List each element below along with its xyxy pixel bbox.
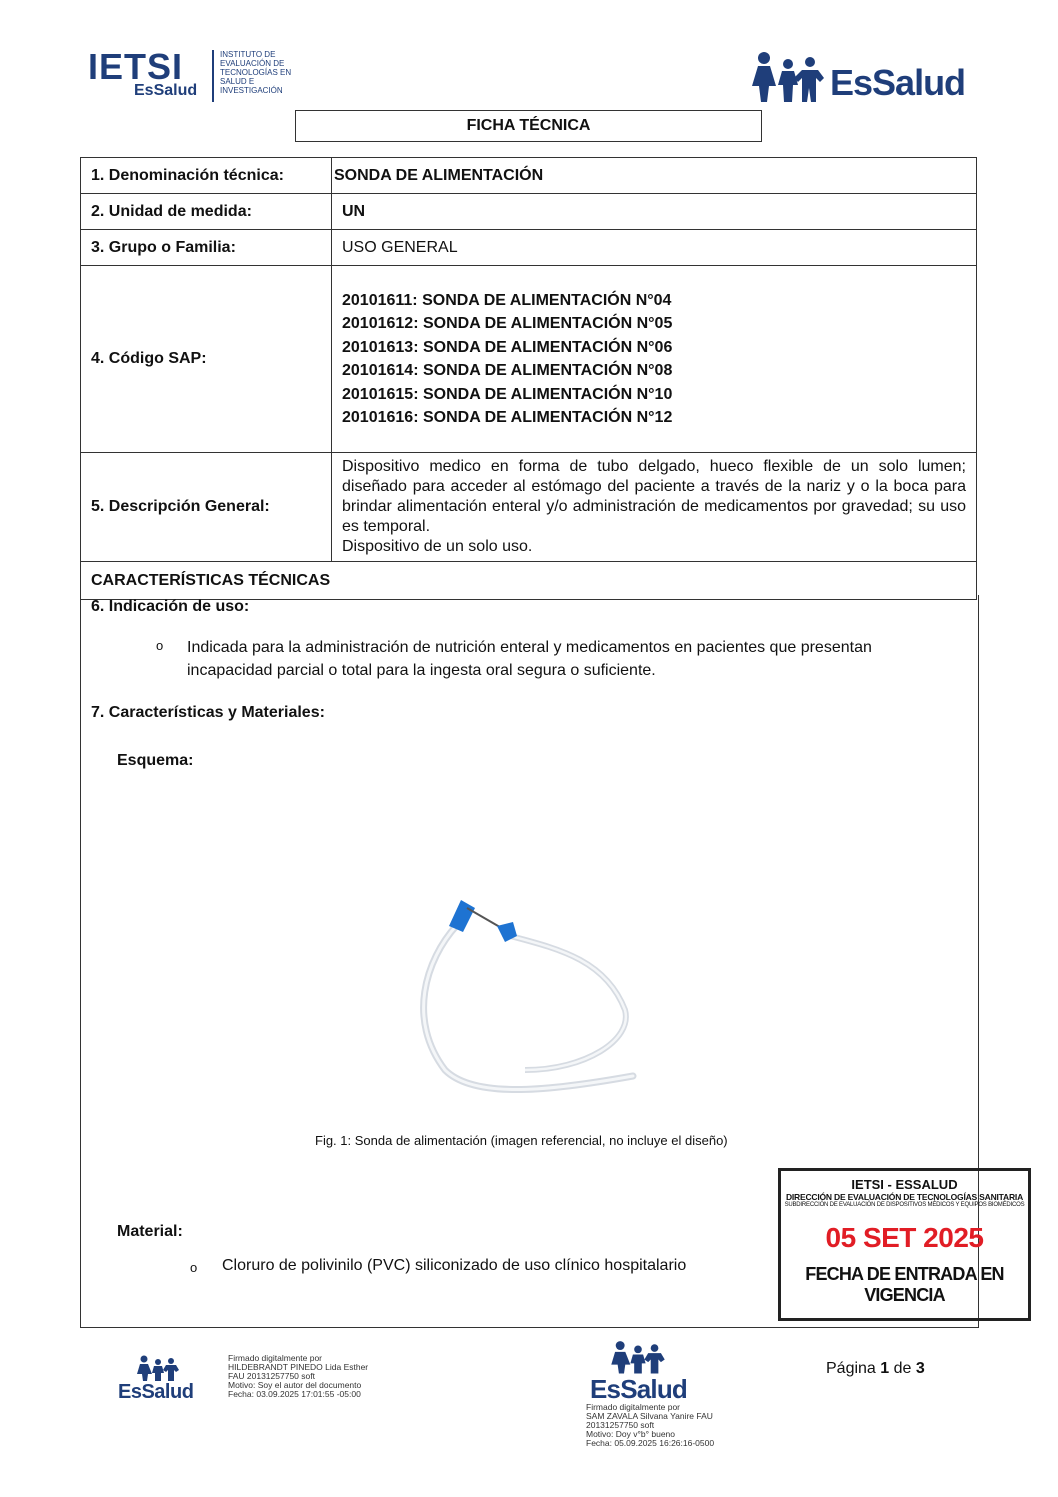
row-value-unidad: UN [332, 194, 977, 230]
figure-caption: Fig. 1: Sonda de alimentación (imagen referencial, no incluye el diseño) [315, 1133, 728, 1148]
footer-logo-text: EsSalud [118, 1381, 194, 1403]
stamp-date: 05 SET 2025 [825, 1222, 984, 1253]
page-mid: de [889, 1360, 916, 1377]
sap-code: 20101615: SONDA DE ALIMENTACIÓN N°10 [342, 385, 673, 403]
row-value-grupo: USO GENERAL [332, 230, 977, 266]
signature-line: Firmado digitalmente por [586, 1402, 681, 1412]
row-value-descripcion [332, 453, 977, 562]
sap-code: 20101612: SONDA DE ALIMENTACIÓN N°05 [342, 315, 673, 332]
indicacion-heading: 6. Indicación de uso: [91, 598, 250, 615]
table-row [81, 266, 977, 453]
stamp-org: IETSI - ESSALUD [851, 1177, 958, 1192]
ietsi-logo-text: IETSI [88, 46, 184, 87]
page-number [826, 1360, 925, 1378]
signature-line: SAM ZAVALA Silvana Yanire FAU [586, 1411, 713, 1421]
section-heading: CARACTERÍSTICAS TÉCNICAS [81, 562, 977, 600]
description-text: Dispositivo medico en forma de tubo delgado, hueco flexible de un solo lumen; diseñado para acceder al estómago del paciente a través de la nariz y o la boca para brindar alimentación enteral y/o administración de medicamentos por gravedad; su uso es temporal. [342, 458, 966, 535]
bullet-marker: o [190, 1260, 198, 1275]
description-text-2: Dispositivo de un solo uso. [342, 538, 533, 555]
signature-line: Motivo: Doy v°b° bueno [586, 1429, 676, 1439]
signature-center [586, 1403, 714, 1448]
essalud-logo-text: EsSalud [830, 62, 966, 103]
indicacion-line: Indicada para la administración de nutrición enteral y medicamentos en pacientes que presentan [187, 639, 872, 656]
signature-line: Fecha: 03.09.2025 17:01:55 -05:00 [228, 1389, 361, 1399]
sap-code: 20101614: SONDA DE ALIMENTACIÓN N°08 [342, 362, 673, 379]
indicacion-text [187, 636, 967, 682]
sap-code: 20101611: SONDA DE ALIMENTACIÓN N°04 [342, 291, 672, 309]
feeding-tube-image [405, 880, 645, 1100]
row-label-unidad: 2. Unidad de medida: [81, 194, 332, 230]
stamp-caption: FECHA DE ENTRADA EN VIGENCIA [805, 1264, 1004, 1305]
signature-line: HILDEBRANDT PINEDO Lida Esther [228, 1362, 369, 1372]
essalud-people-icon [752, 50, 828, 102]
page-total: 3 [915, 1360, 925, 1377]
table-row [81, 562, 977, 600]
ietsi-institute-text: INSTITUTO DE EVALUACIÓN DE TECNOLOGÍAS EN SALUD E INVESTIGACIÓN [220, 50, 292, 95]
material-text: Cloruro de polivinilo (PVC) siliconizado de uso clínico hospitalario [222, 1257, 687, 1274]
signature-line: Motivo: Soy el autor del documento [228, 1380, 362, 1390]
row-label-denominacion: 1. Denominación técnica: [81, 158, 332, 194]
page-current: 1 [880, 1360, 890, 1377]
material-heading: Material: [117, 1223, 183, 1240]
ietsi-logo [88, 46, 303, 106]
signature-line: 20131257750 soft [586, 1420, 655, 1430]
stamp-subdirection: SUBDIRECCIÓN DE EVALUACIÓN DE DISPOSITIVOS MÉDICOS Y EQUIPOS BIOMÉDICOS [784, 1202, 1025, 1208]
essalud-people-icon [136, 1355, 180, 1381]
row-label-sap: 4. Código SAP: [81, 266, 332, 453]
sap-code: 20101616: SONDA DE ALIMENTACIÓN N°12 [342, 409, 673, 426]
validity-stamp [778, 1168, 1031, 1321]
sap-code: 20101613: SONDA DE ALIMENTACIÓN N°06 [342, 338, 673, 356]
table-row [81, 158, 977, 194]
page-prefix: Página [826, 1360, 881, 1377]
spec-table [80, 157, 977, 600]
page-title: FICHA TÉCNICA [295, 110, 762, 142]
row-value-denominacion: SONDA DE ALIMENTACIÓN [332, 158, 977, 194]
indicacion-line: incapacidad parcial o total para la ingesta oral segura o suficiente. [187, 662, 656, 679]
signature-line: Fecha: 05.09.2025 16:26:16-0500 [586, 1438, 715, 1448]
table-row [81, 194, 977, 230]
stamp-direction: DIRECCIÓN DE EVALUACIÓN DE TECNOLOGÍAS SANITARIA [785, 1192, 1024, 1202]
signature-line: FAU 20131257750 soft [228, 1371, 315, 1381]
sap-code-list [332, 266, 977, 453]
table-row [81, 230, 977, 266]
signature-line: Firmado digitalmente por [228, 1353, 323, 1363]
footer-logo-center [588, 1340, 698, 1404]
row-label-descripcion: 5. Descripción General: [81, 453, 332, 562]
ietsi-logo-sub: EsSalud [134, 82, 198, 99]
footer-logo-text: EsSalud [590, 1374, 687, 1404]
esquema-heading: Esquema: [117, 752, 194, 769]
row-label-grupo: 3. Grupo o Familia: [81, 230, 332, 266]
caracteristicas-heading: 7. Características y Materiales: [91, 704, 325, 721]
footer-logo-left [118, 1355, 198, 1407]
table-row [81, 453, 977, 562]
ietsi-divider [212, 50, 214, 102]
bullet-marker: o [156, 638, 164, 653]
essalud-logo [752, 50, 980, 106]
essalud-people-icon [610, 1340, 666, 1374]
signature-left [228, 1354, 368, 1399]
